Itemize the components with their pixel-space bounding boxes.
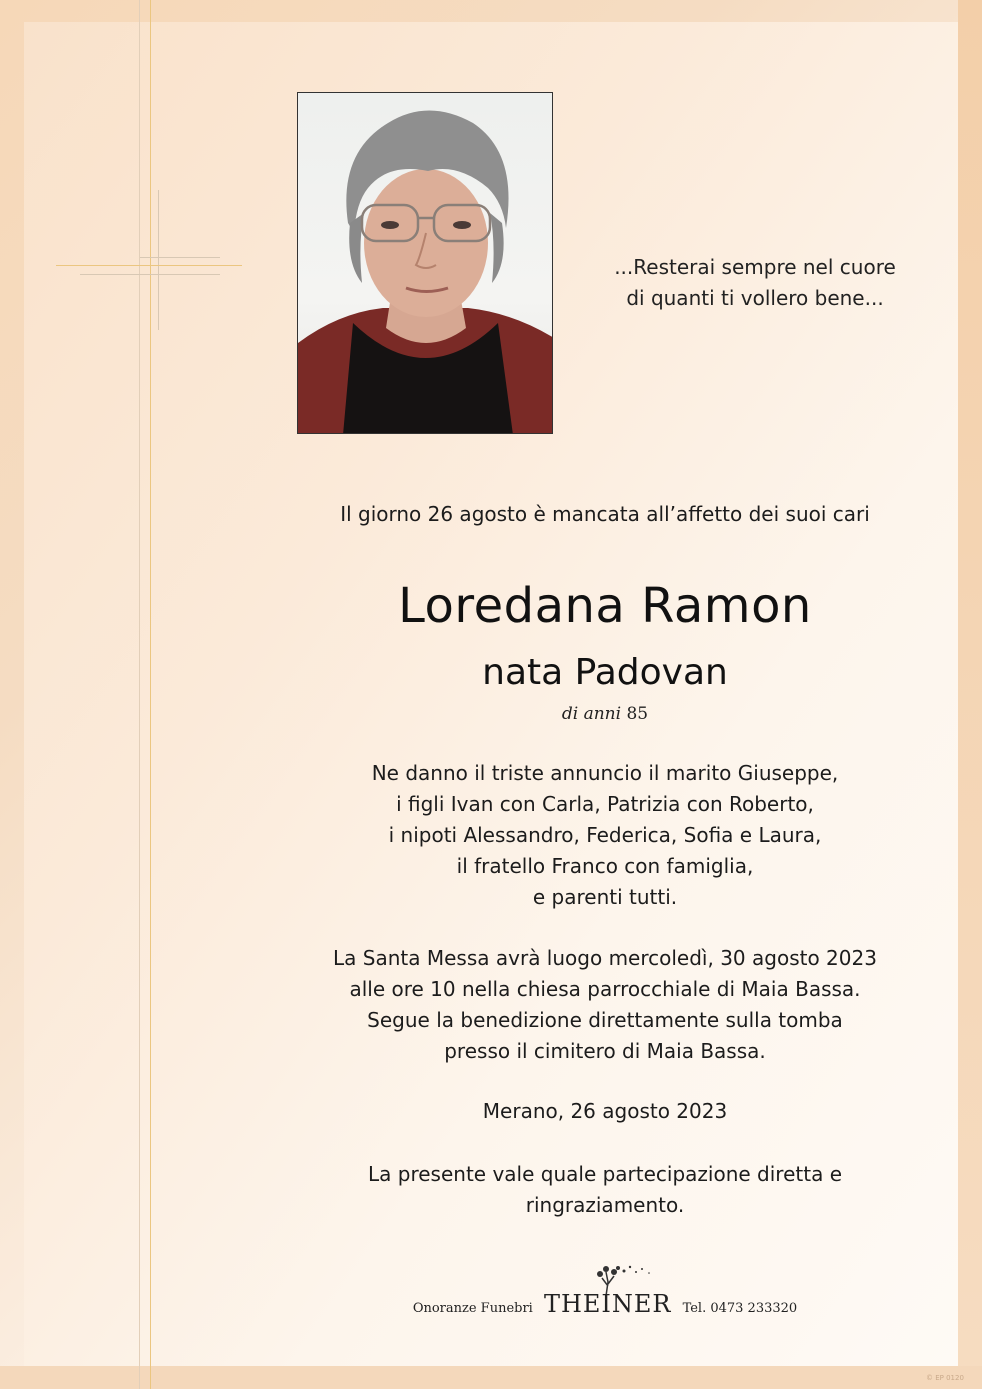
portrait-illustration — [298, 93, 553, 434]
memorial-quote — [590, 252, 920, 314]
age-value: 85 — [626, 704, 649, 724]
quote-line-1: ...Resterai sempre nel cuore — [614, 255, 896, 279]
announcement-block — [300, 758, 910, 913]
mass-line: La Santa Messa avrà luogo mercoledì, 30 agosto 2023 — [333, 946, 877, 970]
intro-text: Il giorno 26 agosto è mancata all’affetto dei suoi cari — [340, 502, 870, 526]
mass-block — [300, 943, 910, 1067]
announcement-line: e parenti tutti. — [532, 885, 678, 909]
footer-brand: THEINER — [543, 1290, 672, 1318]
announcement-line: il fratello Franco con famiglia, — [456, 854, 754, 878]
deceased-name: Loredana Ramon — [398, 578, 812, 634]
copyright-mark: © EP 0120 — [926, 1374, 964, 1382]
quote-line-2: di quanti ti vollero bene... — [626, 286, 884, 310]
footer-prefix: Onoranze Funebri — [412, 1301, 533, 1316]
age-prefix: di anni — [561, 704, 622, 724]
place-date: Merano, 26 agosto 2023 — [482, 1099, 728, 1123]
mass-line: Segue la benedizione direttamente sulla tomba — [367, 1008, 843, 1032]
announcement-line: Ne danno il triste annuncio il marito Giuseppe, — [371, 761, 839, 785]
announcement-line: i nipoti Alessandro, Federica, Sofia e Laura, — [388, 823, 822, 847]
portrait-photo — [297, 92, 553, 434]
closing-line: ringraziamento. — [525, 1193, 685, 1217]
closing-line: La presente vale quale partecipazione diretta e — [368, 1162, 842, 1186]
mass-line: alle ore 10 nella chiesa parrocchiale di Maia Bassa. — [349, 977, 861, 1001]
age-line — [300, 704, 910, 724]
bottom-border — [0, 1366, 982, 1389]
closing-block — [300, 1159, 910, 1221]
footer-phone: Tel. 0473 233320 — [682, 1301, 798, 1316]
mass-line: presso il cimitero di Maia Bassa. — [444, 1039, 766, 1063]
funeral-home-footer — [300, 1290, 910, 1318]
maiden-name: nata Padovan — [482, 652, 728, 693]
right-border — [958, 0, 982, 1389]
announcement-line: i figli Ivan con Carla, Patrizia con Roberto, — [396, 792, 814, 816]
